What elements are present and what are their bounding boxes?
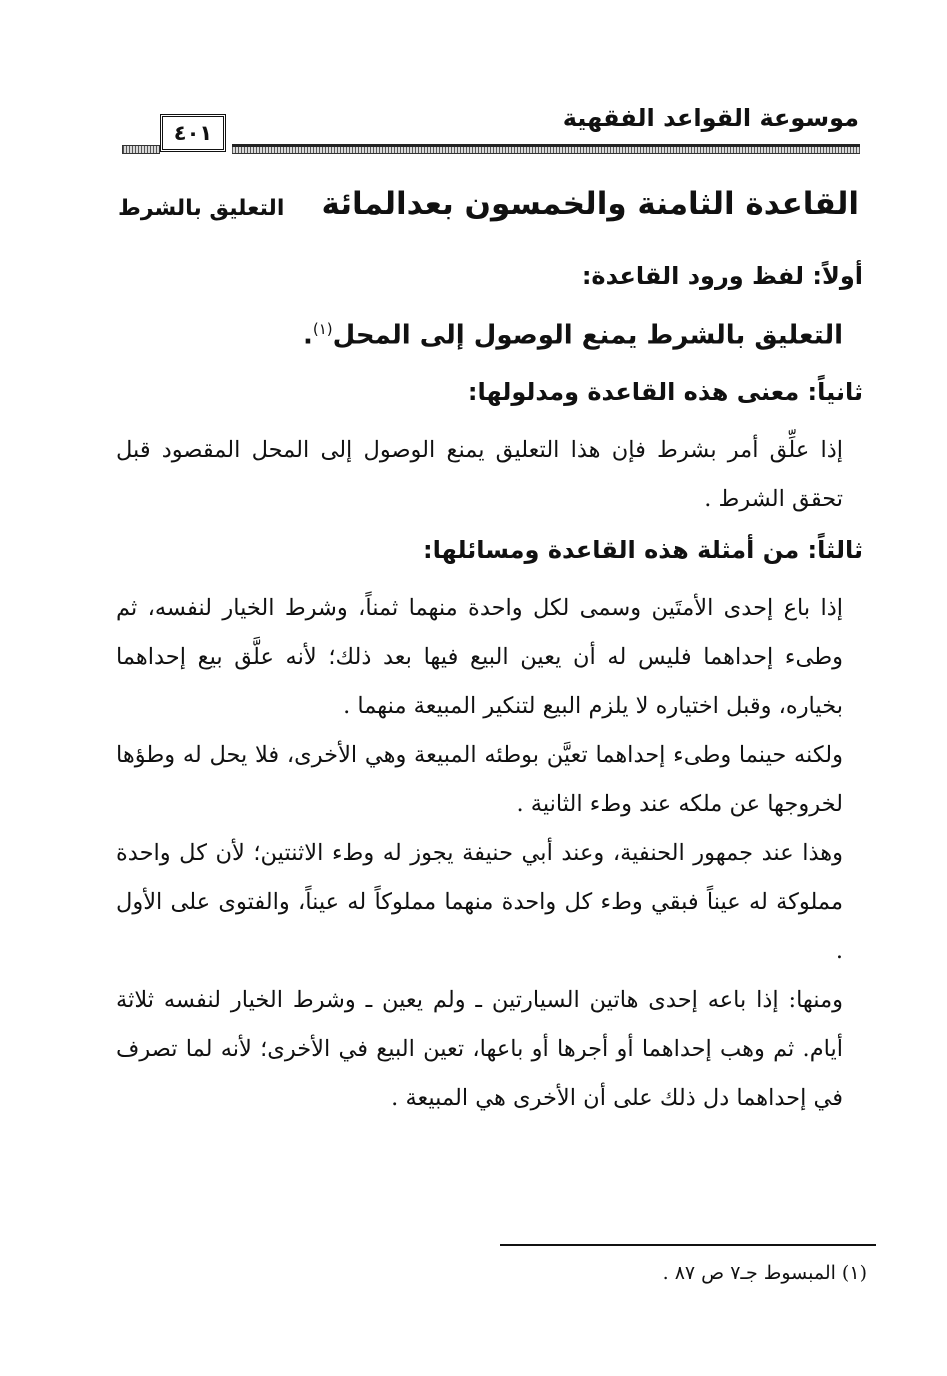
section-heading-second: ثانياً: معنى هذه القاعدة ومدلولها: — [467, 378, 863, 406]
example-paragraph-1: إذا باع إحدى الأمتَين وسمى لكل واحدة منهما ثمناً، وشرط الخيار لنفسه، ثم وطىء إحداهما فليس له أن يعين البيع فيها بعد ذلك؛ لأنه علَّق بيع إحداهما بخياره، وقبل اختياره لا يلزم البيع لتنكير المبيعة منهما . — [116, 595, 843, 719]
running-header-title: موسوعة القواعد الفقهية — [562, 104, 859, 132]
rule-statement-end: . — [302, 320, 313, 351]
rule-statement — [303, 320, 843, 351]
section-heading-third: ثالثاً: من أمثلة هذه القاعدة ومسائلها: — [422, 536, 863, 564]
footnote-marker: (١) — [312, 320, 333, 338]
rule-topic: التعليق بالشرط — [118, 196, 285, 221]
example-paragraph-4: ومنها: إذا باعه إحدى هاتين السيارتين ـ ولم يعين ـ وشرط الخيار لنفسه ثلاثة أيام. ثم وهب إحداهما أو أجرها أو باعها، تعين البيع في الأخرى؛ لأنه لما تصرف في إحداهما دل ذلك على أن الأخرى هي المبيعة . — [116, 987, 843, 1111]
section-heading-first: أولاً: لفظ ورود القاعدة: — [581, 262, 863, 290]
example-paragraph-3: وهذا عند جمهور الحنفية، وعند أبي حنيفة يجوز له وطء الاثنتين؛ لأن كل واحدة مملوكة له عيناً فبقي وطء كل واحدة منهما مملوكاً له عيناً، والفتوى على الأول . — [116, 840, 843, 964]
example-paragraph-2: ولكنه حينما وطىء إحداهما تعيَّن بوطئه المبيعة وهي الأخرى، فلا يحل له وطؤها لخروجها عن ملكه عند وطء الثانية . — [116, 742, 843, 817]
footnote: (١) المبسوط جـ٧ ص ٨٧ . — [662, 1262, 867, 1284]
meaning-paragraph: إذا علِّق أمر بشرط فإن هذا التعليق يمنع الوصول إلى المحل المقصود قبل تحقق الشرط . — [116, 437, 843, 512]
rule-statement-text: التعليق بالشرط يمنع الوصول إلى المحل — [332, 320, 843, 351]
header-hatched-rule — [232, 147, 860, 154]
header-hatched-rule-left — [122, 145, 160, 154]
rule-title: القاعدة الثامنة والخمسون بعدالمائة — [321, 186, 859, 222]
footnote-separator — [500, 1244, 876, 1246]
page-number: ٤٠١ — [160, 114, 226, 152]
